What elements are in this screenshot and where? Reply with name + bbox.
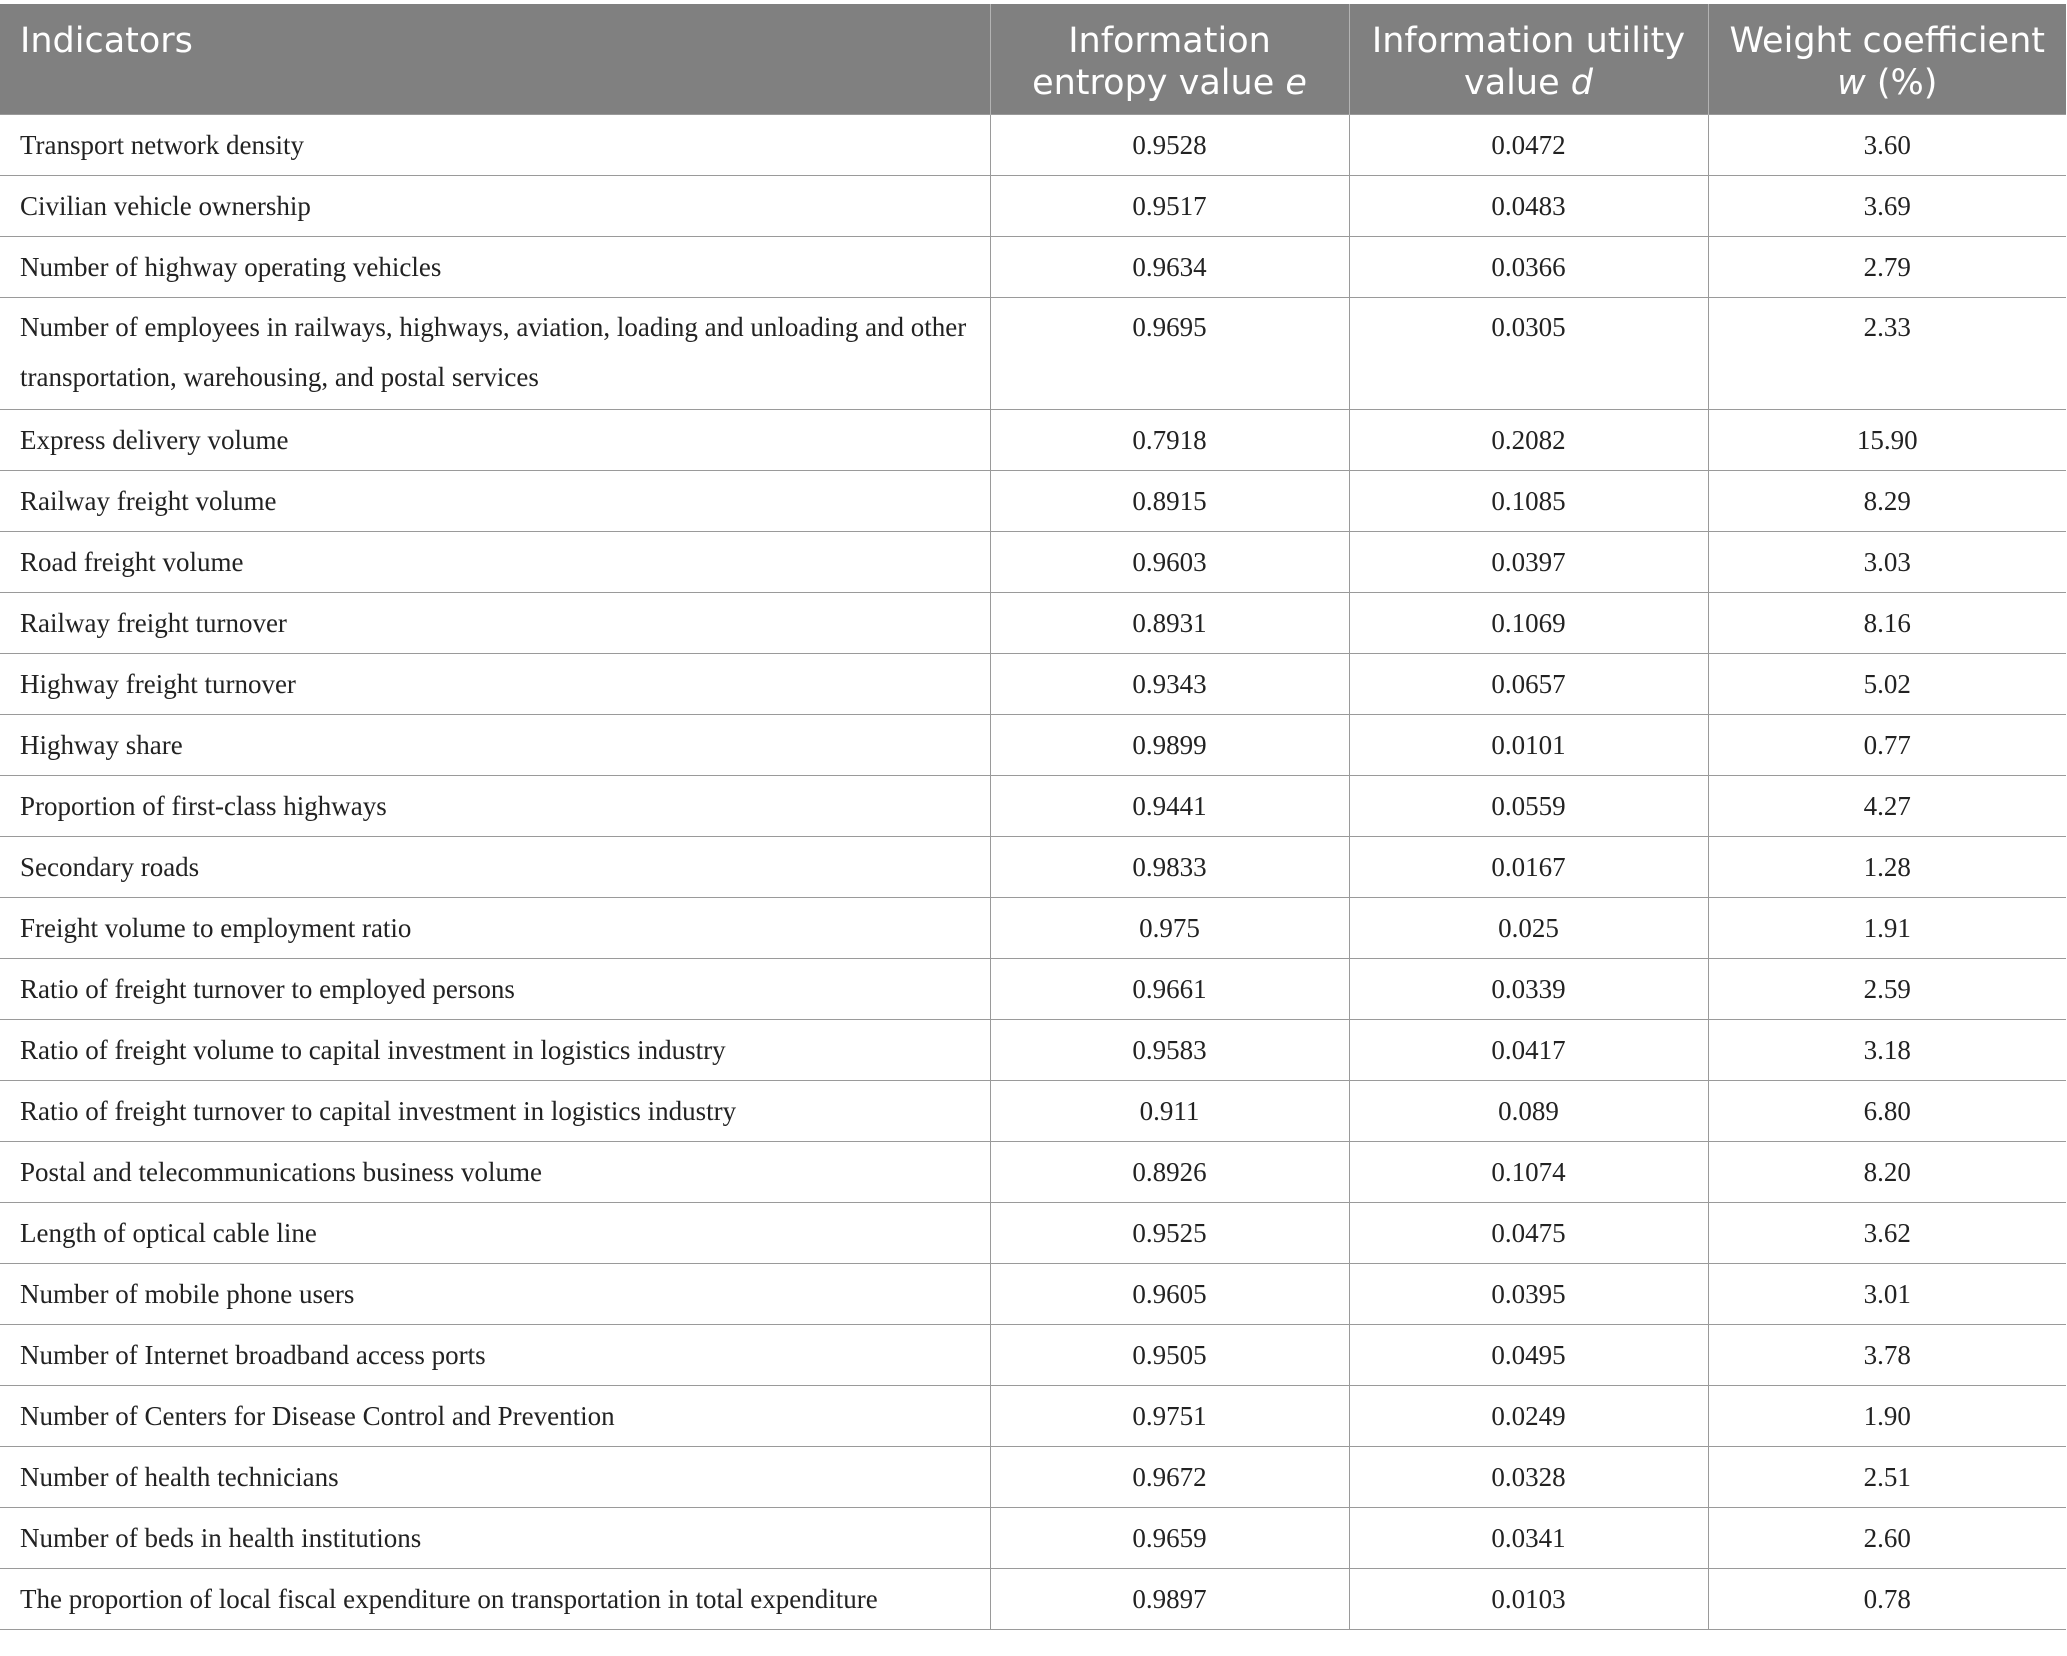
utility-value-cell: 0.0167	[1349, 836, 1708, 897]
entropy-value-cell: 0.9441	[990, 775, 1349, 836]
utility-value-cell: 0.0495	[1349, 1324, 1708, 1385]
indicator-weights-table	[0, 4, 2066, 1630]
entropy-value-cell: 0.9833	[990, 836, 1349, 897]
table-row	[0, 1080, 2066, 1141]
indicator-cell: Highway freight turnover	[0, 653, 990, 714]
weight-coefficient-cell: 3.18	[1708, 1019, 2066, 1080]
weight-coefficient-cell: 2.60	[1708, 1507, 2066, 1568]
table-row	[0, 236, 2066, 297]
table-row	[0, 175, 2066, 236]
utility-value-cell: 0.0103	[1349, 1568, 1708, 1629]
table-row	[0, 1019, 2066, 1080]
indicator-cell: Express delivery volume	[0, 409, 990, 470]
entropy-value-cell: 0.9672	[990, 1446, 1349, 1507]
entropy-value-cell: 0.9899	[990, 714, 1349, 775]
entropy-value-cell: 0.8931	[990, 592, 1349, 653]
entropy-value-cell: 0.9505	[990, 1324, 1349, 1385]
indicator-cell: Ratio of freight volume to capital investment in logistics industry	[0, 1019, 990, 1080]
entropy-value-cell: 0.975	[990, 897, 1349, 958]
utility-value-cell: 0.0395	[1349, 1263, 1708, 1324]
table-row	[0, 1263, 2066, 1324]
header-indicators: Indicators	[0, 4, 990, 114]
entropy-value-cell: 0.9528	[990, 114, 1349, 175]
indicator-cell: Ratio of freight turnover to capital investment in logistics industry	[0, 1080, 990, 1141]
entropy-value-cell: 0.9605	[990, 1263, 1349, 1324]
indicator-cell: Number of Internet broadband access ports	[0, 1324, 990, 1385]
entropy-value-cell: 0.9661	[990, 958, 1349, 1019]
weight-coefficient-cell: 1.91	[1708, 897, 2066, 958]
entropy-value-cell: 0.9517	[990, 175, 1349, 236]
weight-coefficient-cell: 8.29	[1708, 470, 2066, 531]
utility-value-cell: 0.0339	[1349, 958, 1708, 1019]
utility-value-cell: 0.0397	[1349, 531, 1708, 592]
table-row	[0, 775, 2066, 836]
weight-coefficient-cell: 3.78	[1708, 1324, 2066, 1385]
table-row	[0, 714, 2066, 775]
table-row	[0, 653, 2066, 714]
header-entropy-value: Information entropy value e	[990, 4, 1349, 114]
weight-coefficient-cell: 3.69	[1708, 175, 2066, 236]
weight-coefficient-cell: 2.33	[1708, 297, 2066, 409]
indicator-cell: Number of health technicians	[0, 1446, 990, 1507]
table-body	[0, 114, 2066, 1629]
weight-coefficient-cell: 4.27	[1708, 775, 2066, 836]
utility-value-cell: 0.0657	[1349, 653, 1708, 714]
entropy-value-cell: 0.9603	[990, 531, 1349, 592]
indicator-cell: Number of Centers for Disease Control and Prevention	[0, 1385, 990, 1446]
entropy-value-cell: 0.9897	[990, 1568, 1349, 1629]
table-row	[0, 1202, 2066, 1263]
indicator-cell: Road freight volume	[0, 531, 990, 592]
utility-value-cell: 0.0305	[1349, 297, 1708, 409]
weight-coefficient-cell: 3.01	[1708, 1263, 2066, 1324]
table-row	[0, 836, 2066, 897]
weight-coefficient-cell: 3.60	[1708, 114, 2066, 175]
utility-value-cell: 0.0249	[1349, 1385, 1708, 1446]
utility-value-cell: 0.0101	[1349, 714, 1708, 775]
entropy-value-cell: 0.9343	[990, 653, 1349, 714]
indicator-cell: Ratio of freight turnover to employed persons	[0, 958, 990, 1019]
weight-coefficient-cell: 0.78	[1708, 1568, 2066, 1629]
weight-coefficient-cell: 1.90	[1708, 1385, 2066, 1446]
table-header-row	[0, 4, 2066, 114]
weight-coefficient-cell: 3.03	[1708, 531, 2066, 592]
utility-value-cell: 0.0366	[1349, 236, 1708, 297]
indicator-cell: Length of optical cable line	[0, 1202, 990, 1263]
table-row	[0, 897, 2066, 958]
entropy-value-cell: 0.9583	[990, 1019, 1349, 1080]
utility-value-cell: 0.0341	[1349, 1507, 1708, 1568]
utility-value-cell: 0.0559	[1349, 775, 1708, 836]
weight-coefficient-cell: 1.28	[1708, 836, 2066, 897]
table-row	[0, 1568, 2066, 1629]
weight-coefficient-cell: 6.80	[1708, 1080, 2066, 1141]
indicator-cell: Transport network density	[0, 114, 990, 175]
table-row	[0, 470, 2066, 531]
indicator-cell: Freight volume to employment ratio	[0, 897, 990, 958]
utility-value-cell: 0.2082	[1349, 409, 1708, 470]
indicator-cell: Railway freight volume	[0, 470, 990, 531]
table-row	[0, 531, 2066, 592]
indicator-cell: Highway share	[0, 714, 990, 775]
utility-value-cell: 0.025	[1349, 897, 1708, 958]
table-row	[0, 1385, 2066, 1446]
table-row	[0, 297, 2066, 409]
utility-value-cell: 0.0483	[1349, 175, 1708, 236]
utility-value-cell: 0.0417	[1349, 1019, 1708, 1080]
weight-coefficient-cell: 3.62	[1708, 1202, 2066, 1263]
utility-value-cell: 0.1085	[1349, 470, 1708, 531]
table-row	[0, 592, 2066, 653]
table-row	[0, 114, 2066, 175]
indicator-cell: Postal and telecommunications business volume	[0, 1141, 990, 1202]
utility-value-cell: 0.0475	[1349, 1202, 1708, 1263]
entropy-value-cell: 0.8926	[990, 1141, 1349, 1202]
table-row	[0, 1446, 2066, 1507]
indicator-cell: Proportion of first-class highways	[0, 775, 990, 836]
indicator-cell: Number of highway operating vehicles	[0, 236, 990, 297]
indicator-cell: Number of mobile phone users	[0, 1263, 990, 1324]
indicator-cell: Number of employees in railways, highways, aviation, loading and unloading and other transportation, warehousing, and postal services	[0, 297, 990, 409]
indicator-cell: The proportion of local fiscal expenditure on transportation in total expenditure	[0, 1568, 990, 1629]
weight-coefficient-cell: 8.20	[1708, 1141, 2066, 1202]
indicator-cell: Civilian vehicle ownership	[0, 175, 990, 236]
utility-value-cell: 0.1069	[1349, 592, 1708, 653]
header-weight-coefficient: Weight coefficient w (%)	[1708, 4, 2066, 114]
entropy-value-cell: 0.911	[990, 1080, 1349, 1141]
weights-table-container	[0, 4, 2067, 1630]
indicator-cell: Railway freight turnover	[0, 592, 990, 653]
entropy-value-cell: 0.8915	[990, 470, 1349, 531]
entropy-value-cell: 0.9634	[990, 236, 1349, 297]
indicator-cell: Number of beds in health institutions	[0, 1507, 990, 1568]
weight-coefficient-cell: 2.79	[1708, 236, 2066, 297]
weight-coefficient-cell: 0.77	[1708, 714, 2066, 775]
utility-value-cell: 0.0472	[1349, 114, 1708, 175]
table-row	[0, 1141, 2066, 1202]
utility-value-cell: 0.1074	[1349, 1141, 1708, 1202]
entropy-value-cell: 0.9695	[990, 297, 1349, 409]
table-row	[0, 409, 2066, 470]
table-row	[0, 958, 2066, 1019]
table-row	[0, 1324, 2066, 1385]
table-row	[0, 1507, 2066, 1568]
weight-coefficient-cell: 15.90	[1708, 409, 2066, 470]
entropy-value-cell: 0.7918	[990, 409, 1349, 470]
header-utility-value: Information utility value d	[1349, 4, 1708, 114]
indicator-cell: Secondary roads	[0, 836, 990, 897]
entropy-value-cell: 0.9525	[990, 1202, 1349, 1263]
weight-coefficient-cell: 5.02	[1708, 653, 2066, 714]
entropy-value-cell: 0.9751	[990, 1385, 1349, 1446]
entropy-value-cell: 0.9659	[990, 1507, 1349, 1568]
utility-value-cell: 0.089	[1349, 1080, 1708, 1141]
utility-value-cell: 0.0328	[1349, 1446, 1708, 1507]
weight-coefficient-cell: 8.16	[1708, 592, 2066, 653]
weight-coefficient-cell: 2.51	[1708, 1446, 2066, 1507]
weight-coefficient-cell: 2.59	[1708, 958, 2066, 1019]
